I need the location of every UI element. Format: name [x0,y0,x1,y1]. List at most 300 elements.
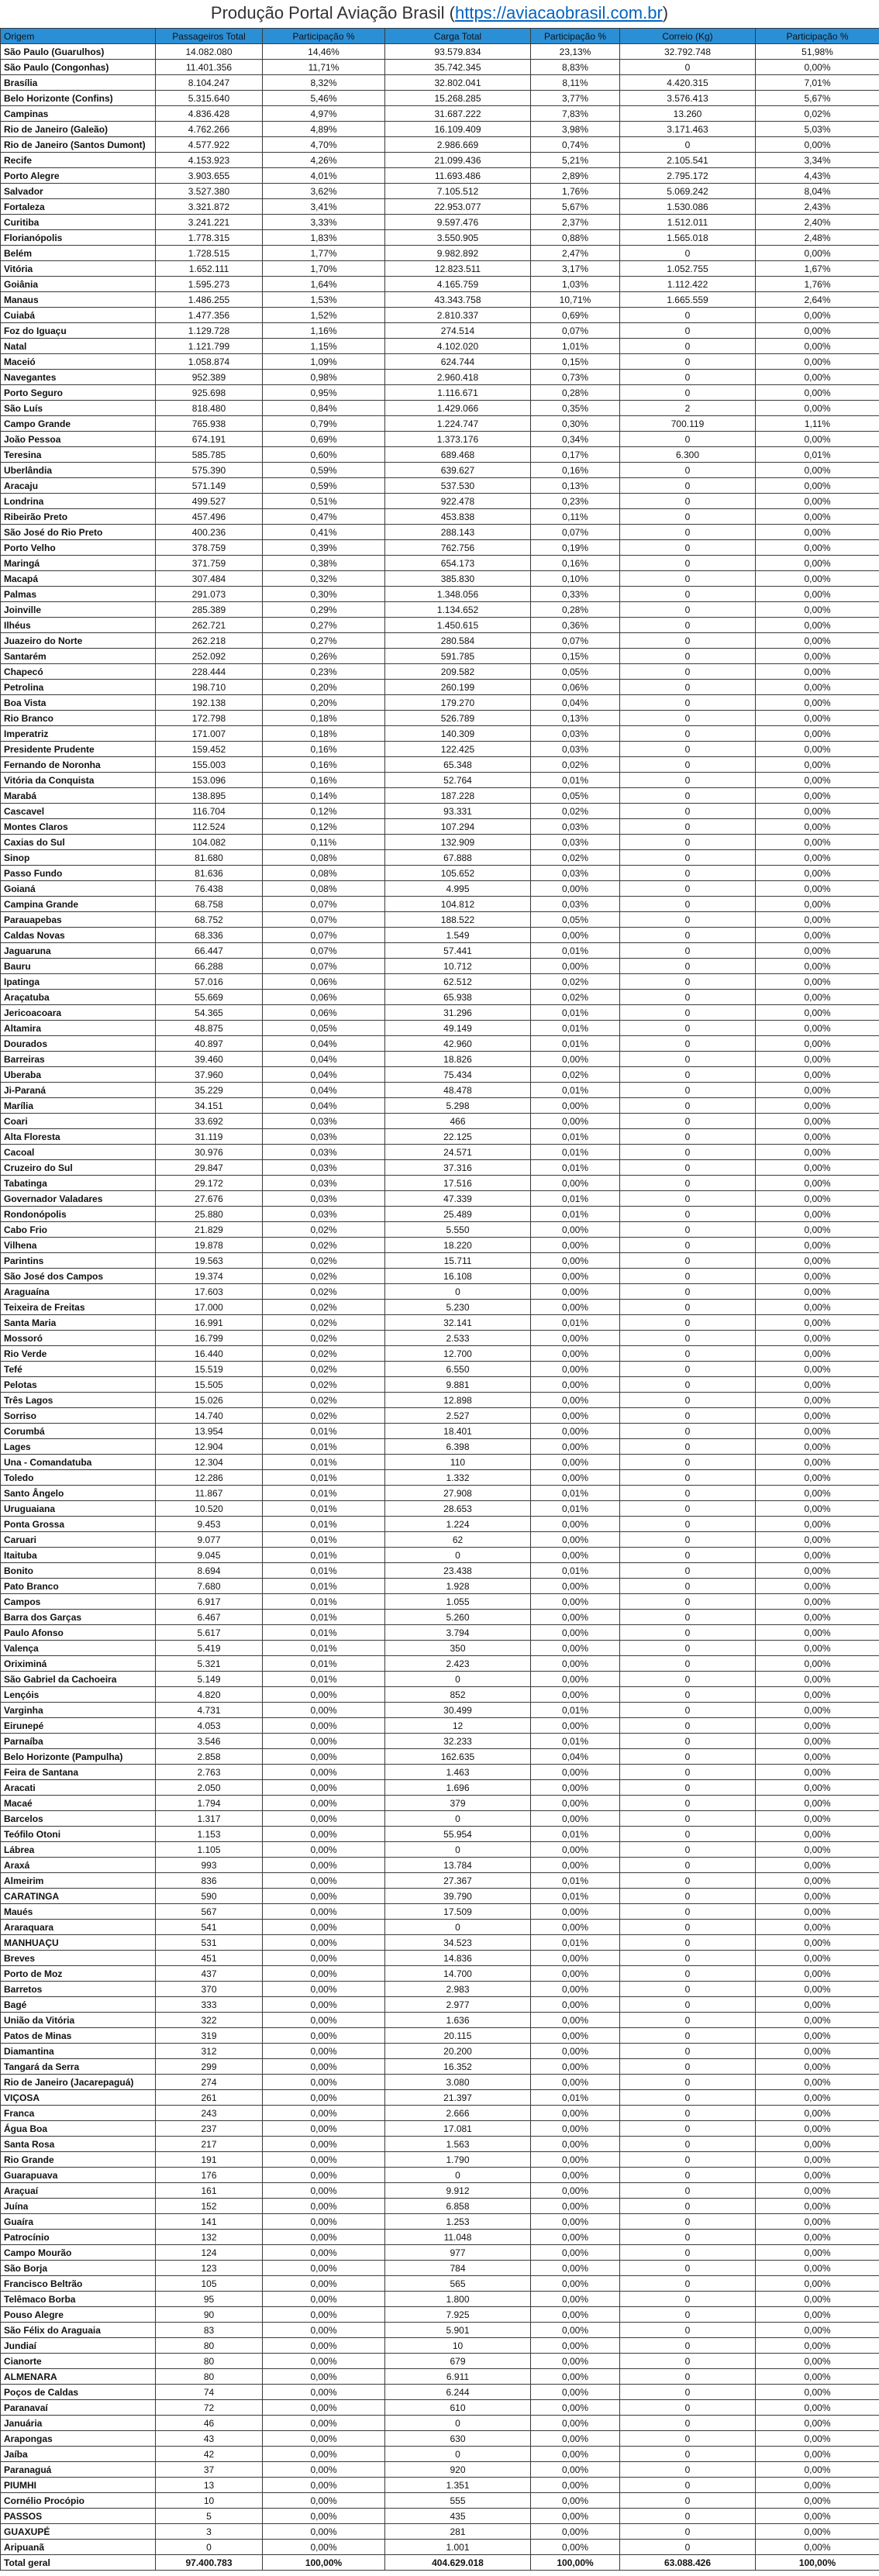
mail-share-cell: 0,00% [756,2044,879,2059]
passengers-share-cell: 4,01% [263,168,385,184]
passengers-cell: 11.401.356 [156,60,263,75]
passengers-share-cell: 4,70% [263,137,385,153]
mail-share-cell: 0,00% [756,2183,879,2199]
origin-cell: São Luís [1,401,156,416]
passengers-share-cell: 0,08% [263,881,385,897]
cargo-share-cell: 0,07% [531,323,620,339]
origin-cell: Teixeira de Freitas [1,1300,156,1315]
header-passengers: Passageiros Total [156,29,263,44]
cargo-cell: 39.790 [385,1889,531,1904]
cargo-share-cell: 0,00% [531,2152,620,2168]
mail-cell: 0 [620,711,756,726]
table-row [1,1393,879,1408]
passengers-cell: 21.829 [156,1222,263,1238]
origin-cell: Juína [1,2199,156,2214]
cargo-share-cell: 0,13% [531,711,620,726]
origin-cell: Paranaguá [1,2462,156,2478]
origin-cell: Pouso Alegre [1,2307,156,2323]
mail-cell: 0 [620,1935,756,1951]
cargo-share-cell: 0,00% [531,2276,620,2292]
passengers-cell: 31.119 [156,1129,263,1145]
passengers-share-cell: 0,00% [263,1796,385,1811]
cargo-share-cell: 0,00% [531,2183,620,2199]
total-label: Total geral [1,2555,156,2571]
origin-cell: Jericoacoara [1,1005,156,1021]
mail-cell: 0 [620,1408,756,1424]
origin-cell: Santo Ângelo [1,1486,156,1501]
mail-share-cell: 0,00% [756,1191,879,1207]
mail-cell: 0 [620,1114,756,1129]
cargo-cell: 140.309 [385,726,531,742]
title-prefix: Produção Portal Aviação Brasil ( [210,3,455,22]
passengers-cell: 6.467 [156,1610,263,1625]
cargo-share-cell: 0,00% [531,959,620,974]
cargo-cell: 18.826 [385,1052,531,1067]
passengers-share-cell: 0,00% [263,1858,385,1873]
passengers-cell: 19.878 [156,1238,263,1253]
passengers-cell: 836 [156,1873,263,1889]
passengers-cell: 29.172 [156,1176,263,1191]
cargo-share-cell: 0,00% [531,1222,620,1238]
cargo-share-cell: 0,00% [531,2338,620,2354]
cargo-cell: 17.516 [385,1176,531,1191]
passengers-cell: 40.897 [156,1036,263,1052]
passengers-share-cell: 0,00% [263,2152,385,2168]
table-row [1,2245,879,2261]
cargo-share-cell: 0,74% [531,137,620,153]
passengers-cell: 15.505 [156,1377,263,1393]
passengers-cell: 1.153 [156,1827,263,1842]
passengers-cell: 116.704 [156,804,263,819]
passengers-cell: 124 [156,2245,263,2261]
mail-share-cell: 0,00% [756,804,879,819]
passengers-share-cell: 0,01% [263,1563,385,1579]
cargo-share-cell: 0,01% [531,1873,620,1889]
passengers-share-cell: 4,97% [263,106,385,122]
mail-cell: 0 [620,2540,756,2555]
mail-cell: 0 [620,2431,756,2447]
mail-share-cell: 0,00% [756,943,879,959]
mail-share-cell: 0,00% [756,1672,879,1687]
passengers-cell: 5 [156,2509,263,2524]
table-row [1,1222,879,1238]
cargo-cell: 4.165.759 [385,277,531,292]
table-row [1,60,879,75]
cargo-cell: 0 [385,1842,531,1858]
mail-cell: 0 [620,2338,756,2354]
passengers-share-cell: 0,16% [263,757,385,773]
table-row [1,1455,879,1470]
mail-share-cell: 0,00% [756,2385,879,2400]
mail-share-cell: 0,00% [756,1176,879,1191]
cargo-cell: 17.509 [385,1904,531,1920]
mail-cell: 0 [620,1315,756,1331]
cargo-cell: 2.423 [385,1656,531,1672]
passengers-cell: 4.577.922 [156,137,263,153]
cargo-share-cell: 0,00% [531,2540,620,2555]
passengers-cell: 76.438 [156,881,263,897]
mail-cell: 0 [620,2090,756,2106]
table-row [1,1346,879,1362]
origin-cell: Navegantes [1,370,156,385]
table-row [1,850,879,866]
mail-share-cell: 0,00% [756,2137,879,2152]
total-mail: 63.088.426 [620,2555,756,2571]
cargo-cell: 922.478 [385,494,531,509]
table-row [1,1889,879,1904]
passengers-share-cell: 0,02% [263,1238,385,1253]
mail-cell: 0 [620,1734,756,1749]
mail-cell: 0 [620,2385,756,2400]
mail-cell: 0 [620,1532,756,1548]
mail-cell: 0 [620,974,756,990]
header-cargo-share: Participação % [531,29,620,44]
cargo-share-cell: 0,00% [531,1269,620,1284]
passengers-cell: 4.820 [156,1687,263,1703]
passengers-share-cell: 0,06% [263,974,385,990]
passengers-cell: 138.895 [156,788,263,804]
table-row [1,1145,879,1160]
table-row [1,2013,879,2028]
cargo-share-cell: 0,02% [531,1067,620,1083]
origin-cell: Tabatinga [1,1176,156,1191]
mail-share-cell: 2,43% [756,199,879,215]
passengers-share-cell: 0,01% [263,1610,385,1625]
origin-cell: Alta Floresta [1,1129,156,1145]
table-row [1,2338,879,2354]
production-table [0,28,879,2571]
table-row [1,804,879,819]
mail-cell: 0 [620,1889,756,1904]
passengers-cell: 541 [156,1920,263,1935]
passengers-share-cell: 0,26% [263,649,385,664]
mail-cell: 0 [620,1424,756,1439]
passengers-share-cell: 0,27% [263,618,385,633]
mail-share-cell: 0,00% [756,2431,879,2447]
table-row [1,246,879,261]
table-row [1,1610,879,1625]
origin-cell: Telêmaco Borba [1,2292,156,2307]
table-row [1,1160,879,1176]
mail-share-cell: 0,00% [756,385,879,401]
cargo-share-cell: 0,00% [531,1300,620,1315]
cargo-share-cell: 2,47% [531,246,620,261]
cargo-cell: 1.563 [385,2137,531,2152]
mail-cell: 0 [620,1470,756,1486]
cargo-share-cell: 0,03% [531,866,620,881]
origin-cell: Feira de Santana [1,1765,156,1780]
passengers-share-cell: 0,02% [263,1377,385,1393]
passengers-cell: 1.778.315 [156,230,263,246]
table-row [1,1811,879,1827]
origin-cell: Vilhena [1,1238,156,1253]
passengers-cell: 1.058.874 [156,354,263,370]
mail-share-cell: 0,00% [756,649,879,664]
mail-cell: 0 [620,2214,756,2230]
table-row [1,277,879,292]
passengers-share-cell: 0,06% [263,990,385,1005]
table-row [1,664,879,680]
cargo-share-cell: 0,00% [531,1377,620,1393]
passengers-cell: 437 [156,1966,263,1982]
origin-cell: Paulo Afonso [1,1625,156,1641]
mail-share-cell: 0,00% [756,1424,879,1439]
mail-cell: 0 [620,1594,756,1610]
header-mail-share: Participação % [756,29,879,44]
mail-share-cell: 0,00% [756,1052,879,1067]
cargo-share-cell: 0,02% [531,850,620,866]
passengers-cell: 81.680 [156,850,263,866]
mail-cell: 0 [620,1176,756,1191]
mail-share-cell: 0,00% [756,525,879,540]
cargo-share-cell: 0,02% [531,804,620,819]
passengers-share-cell: 0,03% [263,1207,385,1222]
mail-share-cell: 0,00% [756,2493,879,2509]
passengers-share-cell: 0,00% [263,2230,385,2245]
mail-share-cell: 0,00% [756,1129,879,1145]
mail-share-cell: 5,67% [756,91,879,106]
header-passengers-share: Participação % [263,29,385,44]
cargo-cell: 689.468 [385,447,531,463]
passengers-cell: 299 [156,2059,263,2075]
passengers-cell: 152 [156,2199,263,2214]
mail-share-cell: 0,00% [756,1997,879,2013]
cargo-share-cell: 0,00% [531,2462,620,2478]
passengers-cell: 48.875 [156,1021,263,1036]
cargo-share-cell: 0,01% [531,1005,620,1021]
table-body [1,44,879,2555]
mail-share-cell: 0,00% [756,1594,879,1610]
mail-share-cell: 0,00% [756,633,879,649]
mail-share-cell: 0,01% [756,447,879,463]
table-row [1,2323,879,2338]
mail-share-cell: 0,00% [756,556,879,571]
passengers-share-cell: 0,01% [263,1501,385,1517]
origin-cell: Rio de Janeiro (Jacarepaguá) [1,2075,156,2090]
mail-share-cell: 0,00% [756,1610,879,1625]
passengers-cell: 217 [156,2137,263,2152]
origin-cell: Patos de Minas [1,2028,156,2044]
mail-cell: 0 [620,819,756,835]
passengers-share-cell: 0,00% [263,2493,385,2509]
origin-cell: São José do Rio Preto [1,525,156,540]
passengers-cell: 74 [156,2385,263,2400]
passengers-cell: 112.524 [156,819,263,835]
total-passengers-share: 100,00% [263,2555,385,2571]
passengers-share-cell: 0,00% [263,2168,385,2183]
passengers-cell: 674.191 [156,432,263,447]
cargo-share-cell: 0,16% [531,556,620,571]
passengers-share-cell: 0,00% [263,1997,385,2013]
passengers-cell: 400.236 [156,525,263,540]
mail-share-cell: 0,00% [756,354,879,370]
cargo-share-cell: 0,16% [531,463,620,478]
mail-share-cell: 0,00% [756,2540,879,2555]
cargo-share-cell: 0,01% [531,1315,620,1331]
passengers-cell: 9.045 [156,1548,263,1563]
passengers-share-cell: 0,03% [263,1160,385,1176]
passengers-cell: 54.365 [156,1005,263,1021]
mail-share-cell: 0,00% [756,540,879,556]
cargo-cell: 435 [385,2509,531,2524]
cargo-share-cell: 0,00% [531,1470,620,1486]
table-row [1,1672,879,1687]
origin-cell: Governador Valadares [1,1191,156,1207]
cargo-cell: 31.296 [385,1005,531,1021]
mail-cell: 0 [620,835,756,850]
passengers-cell: 8.104.247 [156,75,263,91]
cargo-share-cell: 3,77% [531,91,620,106]
cargo-cell: 32.233 [385,1734,531,1749]
passengers-share-cell: 0,20% [263,695,385,711]
cargo-cell: 5.550 [385,1222,531,1238]
mail-share-cell: 0,00% [756,2230,879,2245]
cargo-share-cell: 0,00% [531,1780,620,1796]
cargo-cell: 34.523 [385,1935,531,1951]
passengers-cell: 16.799 [156,1331,263,1346]
table-row [1,726,879,742]
passengers-share-cell: 0,00% [263,2276,385,2292]
table-row [1,1424,879,1439]
table-row [1,2028,879,2044]
mail-share-cell: 0,00% [756,1563,879,1579]
mail-cell: 0 [620,2462,756,2478]
cargo-share-cell: 0,00% [531,2323,620,2338]
passengers-cell: 5.315.640 [156,91,263,106]
origin-cell: Bauru [1,959,156,974]
cargo-cell: 43.343.758 [385,292,531,308]
cargo-share-cell: 0,00% [531,1408,620,1424]
cargo-cell: 591.785 [385,649,531,664]
cargo-cell: 6.398 [385,1439,531,1455]
origin-cell: Juazeiro do Norte [1,633,156,649]
cargo-cell: 2.983 [385,1982,531,1997]
cargo-share-cell: 0,00% [531,1656,620,1672]
passengers-share-cell: 0,00% [263,2199,385,2214]
passengers-cell: 57.016 [156,974,263,990]
mail-share-cell: 0,00% [756,1300,879,1315]
table-row [1,1408,879,1424]
mail-share-cell: 0,00% [756,2369,879,2385]
table-header [1,29,879,44]
table-row [1,556,879,571]
cargo-share-cell: 0,06% [531,680,620,695]
mail-cell: 0 [620,959,756,974]
passengers-cell: 4.153.923 [156,153,263,168]
cargo-share-cell: 0,00% [531,2369,620,2385]
cargo-share-cell: 0,13% [531,478,620,494]
table-row [1,1331,879,1346]
passengers-cell: 171.007 [156,726,263,742]
mail-share-cell: 0,00% [756,2478,879,2493]
table-row [1,928,879,943]
mail-cell: 0 [620,912,756,928]
cargo-cell: 18.220 [385,1238,531,1253]
passengers-cell: 5.149 [156,1672,263,1687]
mail-share-cell: 0,00% [756,928,879,943]
cargo-cell: 1.928 [385,1579,531,1594]
cargo-cell: 1.348.056 [385,587,531,602]
mail-share-cell: 0,00% [756,1904,879,1920]
passengers-share-cell: 0,12% [263,819,385,835]
table-row [1,540,879,556]
cargo-share-cell: 0,01% [531,1036,620,1052]
table-row [1,1982,879,1997]
cargo-cell: 624.744 [385,354,531,370]
cargo-cell: 110 [385,1455,531,1470]
cargo-cell: 47.339 [385,1191,531,1207]
origin-cell: Corumbá [1,1424,156,1439]
passengers-share-cell: 0,00% [263,2431,385,2447]
cargo-share-cell: 0,05% [531,788,620,804]
cargo-cell: 1.549 [385,928,531,943]
passengers-cell: 39.460 [156,1052,263,1067]
mail-share-cell: 0,00% [756,664,879,680]
table-row [1,2400,879,2416]
mail-share-cell: 0,00% [756,819,879,835]
mail-cell: 0 [620,1036,756,1052]
passengers-cell: 5.419 [156,1641,263,1656]
mail-cell: 1.512.011 [620,215,756,230]
passengers-share-cell: 3,62% [263,184,385,199]
mail-share-cell: 0,00% [756,463,879,478]
passengers-share-cell: 0,01% [263,1532,385,1548]
passengers-share-cell: 8,32% [263,75,385,91]
mail-cell: 0 [620,1300,756,1315]
mail-cell: 0 [620,1517,756,1532]
cargo-share-cell: 8,83% [531,60,620,75]
site-link[interactable]: https://aviacaobrasil.com.br [454,3,663,22]
origin-cell: Brasília [1,75,156,91]
mail-share-cell: 0,00% [756,1501,879,1517]
passengers-share-cell: 0,01% [263,1672,385,1687]
mail-share-cell: 0,00% [756,1827,879,1842]
mail-share-cell: 0,00% [756,788,879,804]
origin-cell: Patrocínio [1,2230,156,2245]
passengers-share-cell: 0,01% [263,1470,385,1486]
passengers-share-cell: 0,07% [263,897,385,912]
cargo-cell: 5.260 [385,1610,531,1625]
passengers-cell: 198.710 [156,680,263,695]
passengers-cell: 19.374 [156,1269,263,1284]
cargo-share-cell: 3,17% [531,261,620,277]
mail-share-cell: 0,00% [756,1532,879,1548]
passengers-cell: 141 [156,2214,263,2230]
passengers-cell: 161 [156,2183,263,2199]
cargo-cell: 188.522 [385,912,531,928]
cargo-share-cell: 0,00% [531,1842,620,1858]
mail-cell: 0 [620,1362,756,1377]
passengers-share-cell: 0,02% [263,1315,385,1331]
cargo-share-cell: 0,00% [531,2509,620,2524]
mail-cell: 0 [620,1796,756,1811]
cargo-share-cell: 0,05% [531,912,620,928]
cargo-cell: 2.666 [385,2106,531,2121]
cargo-share-cell: 0,00% [531,1625,620,1641]
mail-share-cell: 0,00% [756,1687,879,1703]
origin-cell: Londrina [1,494,156,509]
cargo-share-cell: 0,01% [531,1129,620,1145]
origin-cell: ALMENARA [1,2369,156,2385]
passengers-cell: 105 [156,2276,263,2292]
cargo-cell: 4.995 [385,881,531,897]
table-row [1,912,879,928]
cargo-cell: 12.823.511 [385,261,531,277]
mail-cell: 0 [620,1703,756,1718]
passengers-cell: 261 [156,2090,263,2106]
cargo-share-cell: 0,36% [531,618,620,633]
origin-cell: Cianorte [1,2354,156,2369]
